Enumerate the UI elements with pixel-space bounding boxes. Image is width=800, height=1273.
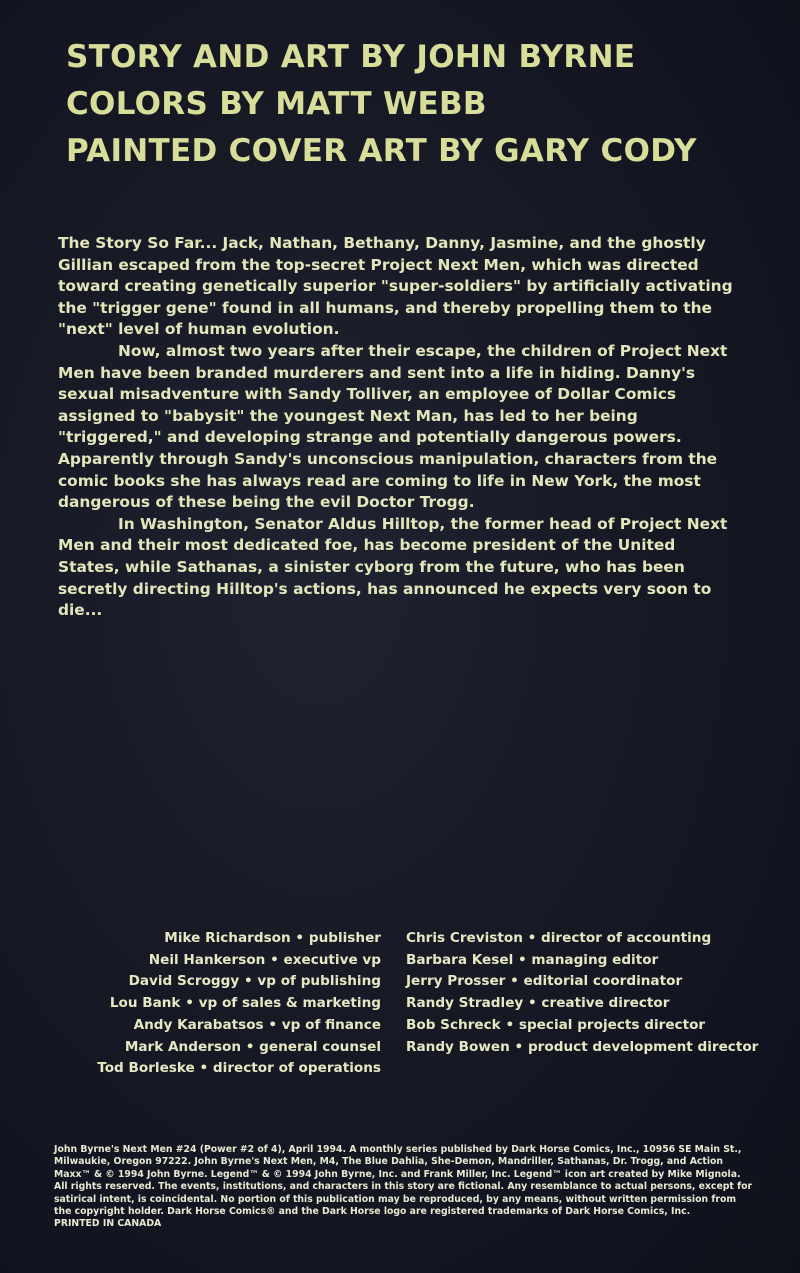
staff-entry: David Scroggy • vp of publishing <box>128 973 381 990</box>
credit-cover-art: PAINTED COVER ART BY GARY CODY <box>66 133 697 169</box>
staff-entry: Andy Karabatsos • vp of finance <box>133 1016 381 1033</box>
story-so-far <box>58 233 738 622</box>
story-paragraph-2: Now, almost two years after their escape, the children of Project Next Men have been branded murderers and sent into a life in hiding. Danny's sexual misadventure with Sandy Tolliver, an employee of Dollar Comics assigned to "babysit" the youngest Next Man, has led to her being "triggered," and developing strange and potentially dangerous powers. Apparently through Sandy's unconscious manipulation, characters from the comic books she has always read are coming to life in New York, the most dangerous of these being the evil Doctor Trogg. <box>58 341 728 512</box>
staff-entry: Randy Bowen • product development director <box>406 1038 759 1055</box>
staff-entry: Bob Schreck • special projects director <box>406 1016 706 1033</box>
legal-text: John Byrne's Next Men #24 (Power #2 of 4), April 1994. A monthly series published by Dark Horse Comics, Inc., 10956 SE Main St., Milwaukie, Oregon 97222. John Byrne's Next Men, M4, The Blue Dahlia, She-Demon, Mandriller, Sathanas, Dr. Trogg, and Action Maxx™ & © 1994 John Byrne. Legend™ & © 1994 John Byrne, Inc. and Frank Miller, Inc. Legend™ icon art created by Mike Mignola. All rights reserved. The events, institutions, and characters in this story are fictional. Any resemblance to actual persons, except for satirical intent, is coincidental. No portion of this publication may be reproduced, by any means, without written permission from the copyright holder. Dark Horse Comics® and the Dark Horse logo are registered trademarks of Dark Horse Comics, Inc. <box>54 1144 753 1218</box>
staff-entry: Barbara Kesel • managing editor <box>406 951 659 968</box>
staff-entry: Tod Borleske • director of operations <box>97 1060 381 1077</box>
credits-block <box>66 34 697 175</box>
staff-entry: Neil Hankerson • executive vp <box>148 951 381 968</box>
legal-notice <box>54 1144 754 1231</box>
story-paragraph-3: In Washington, Senator Aldus Hilltop, the former head of Project Next Men and their most dedicated foe, has become president of the United States, while Sathanas, a sinister cyborg from the future, who has been secretly directing Hilltop's actions, has announced he expects very soon to die... <box>58 514 728 620</box>
staff-entry: Jerry Prosser • editorial coordinator <box>406 973 683 990</box>
credit-story-art: STORY AND ART BY JOHN BYRNE <box>66 39 636 75</box>
staff-entry: Lou Bank • vp of sales & marketing <box>109 995 381 1012</box>
credit-colors: COLORS BY MATT WEBB <box>66 86 487 122</box>
staff-list-left <box>97 928 381 1080</box>
staff-entry: Randy Stradley • creative director <box>406 995 670 1012</box>
story-paragraph-1: The Story So Far... Jack, Nathan, Bethany, Danny, Jasmine, and the ghostly Gillian escaped from the top-secret Project Next Men, which was directed toward creating genetically superior "super-soldiers" by artificially activating the "trigger gene" found in all humans, and thereby propelling them to the "next" level of human evolution. <box>58 234 733 339</box>
staff-entry: Mark Anderson • general counsel <box>124 1038 381 1055</box>
printed-in: PRINTED IN CANADA <box>54 1218 162 1230</box>
staff-entry: Chris Creviston • director of accounting <box>406 930 712 946</box>
staff-entry: Mike Richardson • publisher <box>164 930 381 946</box>
staff-list-right <box>406 928 758 1058</box>
